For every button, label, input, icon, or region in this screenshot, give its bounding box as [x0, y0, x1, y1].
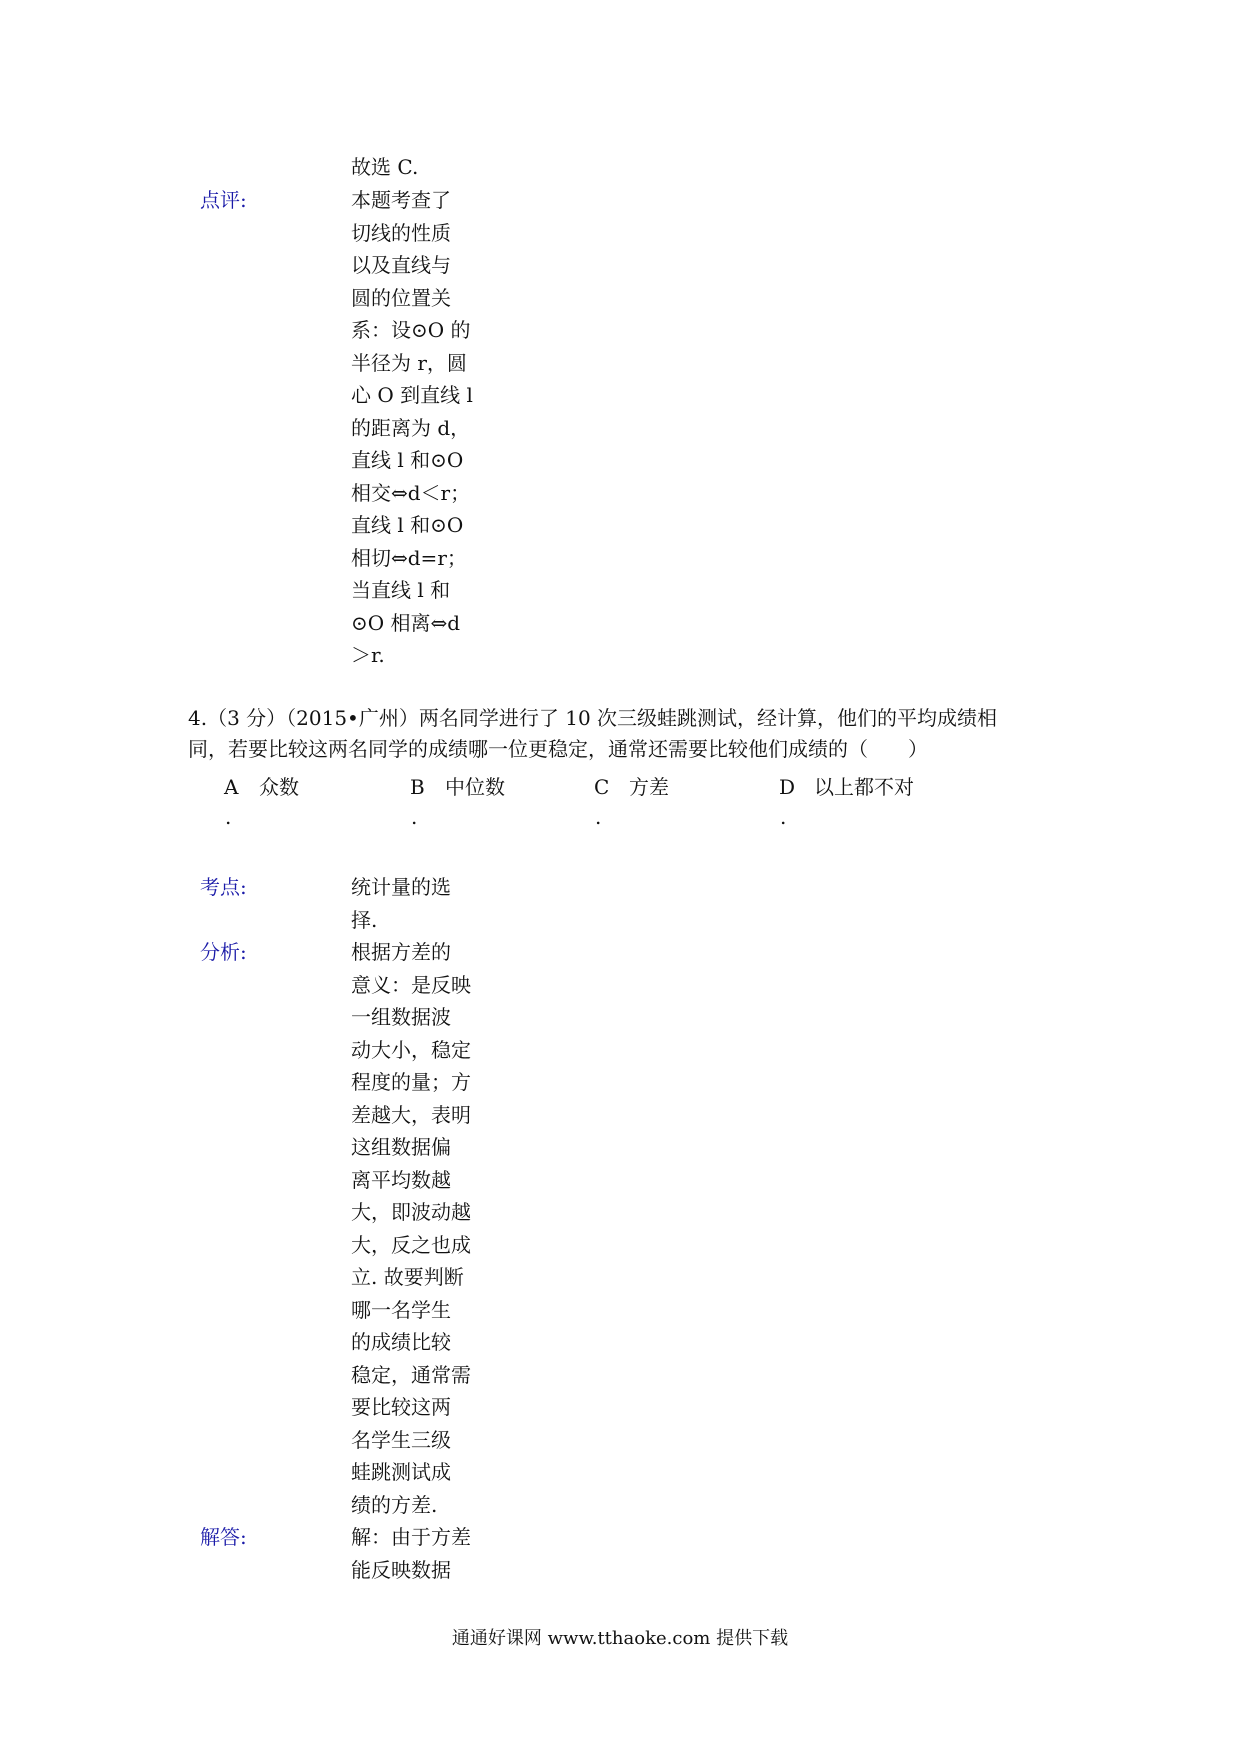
prev-solution-tail [351, 151, 491, 184]
comment-line: 的距离为 d， [351, 415, 471, 440]
option-letter: C [594, 775, 610, 799]
option-text: 以上都不对 [814, 775, 914, 799]
question-line: 4.（3 分）（2015•广州）两名同学进行了 10 次三级蛙跳测试，经计算，他们的平均成绩相 [188, 706, 998, 730]
fenxi-line: 动大小，稳定 [351, 1037, 471, 1062]
comment-line: 半径为 r，圆 [351, 350, 467, 375]
option-dot: . [411, 805, 418, 829]
comment-label: 点评: [200, 188, 247, 212]
option-text: 众数 [259, 775, 299, 799]
fenxi-line: 名学生三级 [351, 1427, 451, 1452]
option-a [224, 771, 299, 829]
comment-line: 相交⇔d＜r； [351, 480, 471, 505]
option-letter: D [779, 775, 796, 799]
option-c [594, 771, 669, 829]
comment-line: 相切⇔d=r； [351, 545, 467, 570]
comment-line: 当直线 l 和 [351, 578, 451, 602]
fenxi-line: 稳定，通常需 [351, 1362, 471, 1387]
fenxi-line: 哪一名学生 [351, 1297, 451, 1322]
comment-text [351, 184, 491, 672]
option-text: 方差 [629, 775, 669, 799]
option-text: 中位数 [445, 775, 505, 799]
comment-line: 直线 l 和⊙O [351, 448, 464, 472]
kaodian-label: 考点: [200, 875, 247, 899]
comment-line: ＞r. [351, 643, 385, 667]
comment-line: 切线的性质 [351, 220, 451, 245]
option-dot: . [780, 805, 787, 829]
fenxi-line: 大，反之也成 [351, 1232, 471, 1257]
jieda-label: 解答: [200, 1525, 247, 1549]
fenxi-line: 的成绩比较 [351, 1330, 451, 1354]
solution-line: 故选 C. [351, 155, 419, 179]
fenxi-line: 蛙跳测试成 [351, 1460, 451, 1484]
kaodian-text [351, 871, 491, 936]
fenxi-text [351, 936, 491, 1521]
question-line: 同，若要比较这两名同学的成绩哪一位更稳定，通常还需要比较他们成绩的（ ） [188, 737, 928, 761]
kaodian-line: 统计量的选 [351, 875, 451, 899]
comment-line: 直线 l 和⊙O [351, 513, 464, 537]
fenxi-line: 绩的方差. [351, 1492, 438, 1517]
option-dot: . [595, 805, 602, 829]
kaodian-line: 择. [351, 907, 378, 932]
fenxi-line: 差越大，表明 [351, 1102, 471, 1127]
page-footer: 通通好课网 www.tthaoke.com 提供下载 [451, 1628, 789, 1649]
question-4-stem [188, 703, 1068, 765]
fenxi-line: 立. 故要判断 [351, 1265, 464, 1289]
option-b [410, 771, 505, 829]
jieda-line: 解：由于方差 [351, 1525, 471, 1549]
jieda-text [351, 1521, 491, 1586]
option-letter: A [224, 775, 239, 799]
comment-line: 圆的位置关 [351, 285, 451, 310]
comment-line: 本题考查了 [351, 188, 451, 212]
comment-line: 心 O 到直线 l [351, 383, 473, 407]
comment-line: 系：设⊙O 的 [351, 318, 471, 342]
fenxi-line: 要比较这两 [351, 1395, 451, 1419]
fenxi-line: 程度的量；方 [351, 1070, 471, 1094]
fenxi-line: 这组数据偏 [351, 1135, 451, 1159]
jieda-line: 能反映数据 [351, 1557, 451, 1582]
fenxi-line: 意义：是反映 [351, 972, 471, 997]
option-dot: . [225, 805, 232, 829]
fenxi-line: 一组数据波 [351, 1005, 451, 1029]
fenxi-label: 分析: [200, 940, 247, 964]
fenxi-line: 离平均数越 [351, 1167, 451, 1192]
fenxi-line: 根据方差的 [351, 940, 451, 964]
option-letter: B [410, 775, 425, 799]
comment-line: ⊙O 相离⇔d [351, 610, 461, 635]
comment-line: 以及直线与 [351, 253, 451, 277]
option-d [779, 771, 914, 829]
fenxi-line: 大，即波动越 [351, 1200, 471, 1224]
